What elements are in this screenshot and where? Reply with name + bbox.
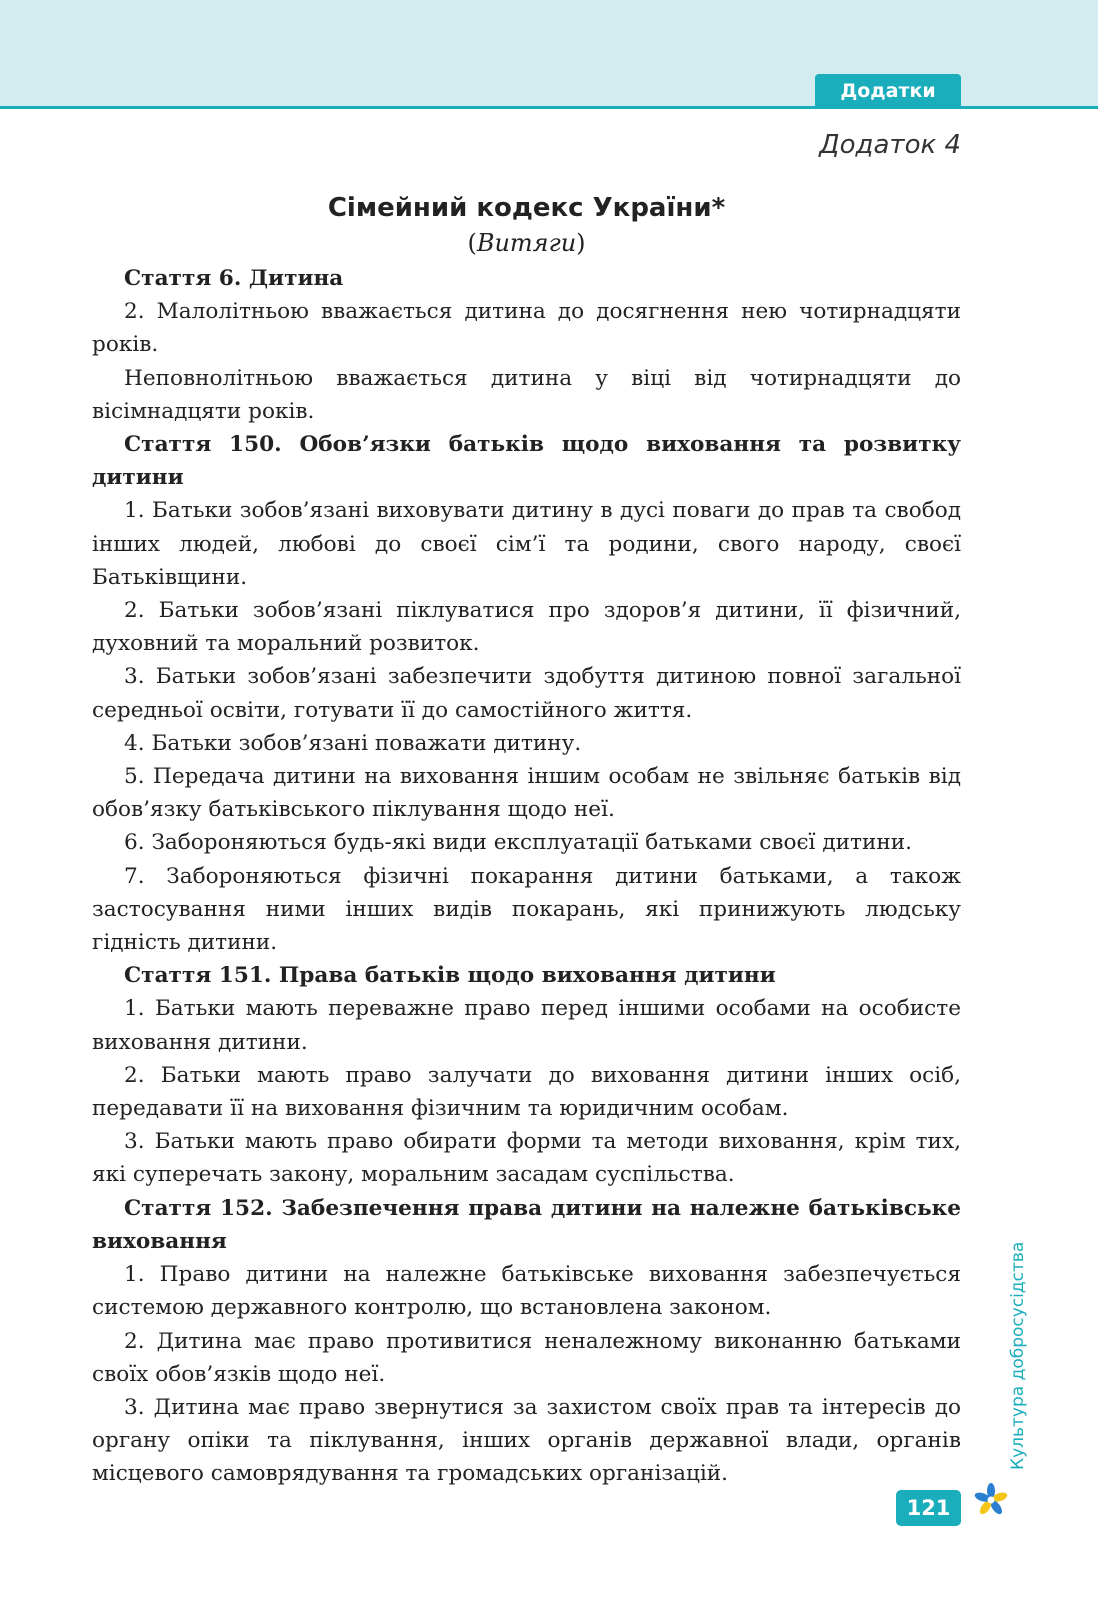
appendix-label: Додаток 4 <box>819 130 961 160</box>
article-paragraph: 3. Дитина має право звернутися за захистом своїх прав та інтересів до органу опіки та піклування, інших органів державної влади, органів місцевого самоврядування та громадських організацій. <box>92 1394 961 1487</box>
article-paragraph: 7. Забороняються фізичні покарання дитини батьками, а також застосування ними інших видів покарань, які принижують людську гідність дитини. <box>92 863 961 956</box>
document-body <box>92 262 961 1491</box>
article-paragraph: 2. Дитина має право противитися неналежному виконанню батьками своїх обов’язків щодо неї. <box>92 1328 961 1387</box>
article-paragraph: 1. Право дитини на належне батьківське виховання забезпечується системою державного контролю, що встановлена законом. <box>92 1262 961 1321</box>
article-paragraph: 2. Батьки мають право залучати до виховання дитини інших осіб, передавати її на виховання фізичним та юридичним особам. <box>92 1062 961 1122</box>
subtitle-open-paren: ( <box>467 229 477 257</box>
article-paragraph: 4. Батьки зобов’язані поважати дитину. <box>124 730 582 756</box>
article-paragraph: 6. Забороняються будь-які види експлуатації батьками своєї дитини. <box>124 830 912 856</box>
article-paragraph: 2. Малолітньою вважається дитина до досягнення нею чотирнадцяти років. <box>92 299 961 358</box>
article-152-heading: Стаття 152. Забезпечення права дитини на належне батьківське виховання <box>92 1195 961 1254</box>
flower-icon <box>974 1483 1008 1517</box>
section-tab: Додатки <box>815 74 961 108</box>
article-paragraph: Неповнолітньою вважається дитина у віці від чотирнадцяти до вісімнадцяти років. <box>92 365 961 424</box>
article-paragraph: 3. Батьки зобов’язані забезпечити здобуття дитиною повної загальної середньої освіти, готувати її до самостійного життя. <box>92 664 961 723</box>
article-paragraph: 3. Батьки мають право обирати форми та методи виховання, крім тих, які суперечать закону, моральним засадам суспільства. <box>92 1129 961 1188</box>
article-paragraph: 2. Батьки зобов’язані піклуватися про здоров’я дитини, її фізичний, духовний та моральний розвиток. <box>92 598 961 657</box>
page-number: 121 <box>896 1490 961 1526</box>
article-paragraph: 5. Передача дитини на виховання іншим особам не звільняє батьків від обов’язку батьківського піклування щодо неї. <box>92 764 961 823</box>
document-subtitle <box>92 229 961 257</box>
side-caption: Культура добросусідства <box>1008 1241 1028 1470</box>
subtitle-text: Витяги <box>476 229 577 257</box>
article-6-heading: Стаття 6. Дитина <box>124 266 344 291</box>
article-151-heading: Стаття 151. Права батьків щодо виховання дитини <box>124 963 776 989</box>
document-title: Сімейний кодекс України* <box>327 193 726 223</box>
article-paragraph: 1. Батьки зобов’язані виховувати дитину в дусі поваги до прав та свобод інших людей, любові до своєї сім’ї та родини, свого народу, своєї Батьківщини. <box>92 498 961 590</box>
subtitle-close-paren: ) <box>576 229 586 257</box>
article-150-heading: Стаття 150. Обов’язки батьків щодо виховання та розвитку дитини <box>92 432 961 491</box>
article-paragraph: 1. Батьки мають переважне право перед іншими особами на особисте виховання дитини. <box>92 996 961 1055</box>
